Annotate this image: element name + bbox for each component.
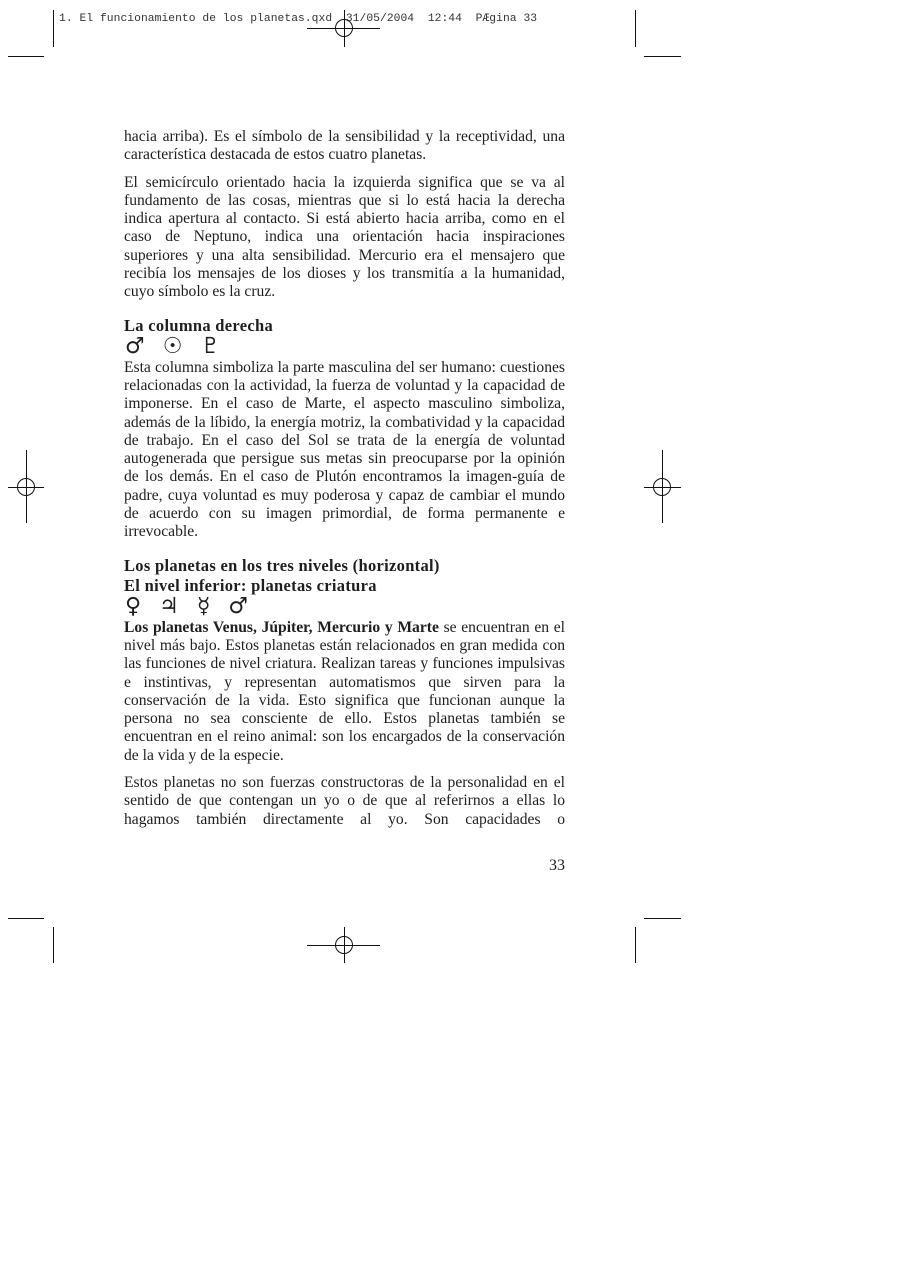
planet-symbols-lower-level [124,593,565,619]
paragraph-right-column: Esta columna simboliza la parte masculina del ser humano: cuestiones relacionadas con la actividad, la fuerza de voluntad y la capacidad de imponerse. En el caso de Marte, el aspecto masculino simboliza, además de la líbido, la energía motriz, la combatividad y la capacidad de trabajo. En el caso del Sol se trata de la energía de voluntad autogenerada que persigue sus metas sin preocuparse por la opinión de los demás. En el caso de Plutón encontramos la imagen-guía de padre, cuya voluntad es muy poderosa y capaz de cambiar el mundo de acuerdo con su imagen primordial, de forma permanente e irrevocable. [124,358,565,541]
registration-mark-top-circle [335,19,353,37]
crop-mark-bottom-right-vertical [635,927,636,963]
page-number: 33 [549,857,565,874]
section-heading-three-levels: Los planetas en los tres niveles (horizontal) [124,555,440,575]
slug-time: 12:44 [427,13,462,25]
subsection-heading-lower-level: El nivel inferior: planetas criatura [124,575,377,595]
registration-mark-left-circle [17,478,35,496]
mars-icon: ♂ [228,593,249,619]
crop-mark-bottom-left-horizontal [8,918,44,919]
paragraph-not-constructive-forces: Estos planetas no son fuerzas constructoras de la personalidad en el sentido de que contengan un yo o de que al referirnos a ellas lo hagamos también directamente al yo. Son capacidades o [124,774,565,828]
crop-mark-top-right-horizontal [644,56,681,57]
venus-icon: ♀ [125,593,142,619]
paragraph-lower-level [124,619,565,765]
paragraph-lower-level-rest: se encuentran en el nivel más bajo. Estos planetas están relacionados en gran medida con las funciones de nivel criatura. Realizan tareas y funciones impulsivas e instintivas, y representan automatismos que sirven para la conservación de la vida. Esto significa que funcionan aunque la persona no sea consciente de ello. Estos planetas también se encuentran en el reino animal: son los encargados de la conservación de la vida y de la especie. [124,618,566,764]
slug-filename: 1. El funcionamiento de los planetas.qxd [59,13,333,25]
pluto-icon: ♇ [200,333,221,359]
paragraph-intro: hacia arriba). Es el símbolo de la sensibilidad y la receptividad, una característica destacada de estos cuatro planetas. [124,128,565,164]
crop-mark-bottom-left-vertical [53,927,54,963]
bold-lead-planets: Los planetas Venus, Júpiter, Mercurio y Marte [124,618,439,636]
registration-mark-right-circle [653,478,671,496]
mercury-icon: ☿ [196,593,211,619]
planet-symbols-right-column [124,333,565,359]
page-body [124,128,565,829]
mars-icon: ♂ [125,333,145,359]
print-slug-line [59,13,537,25]
slug-date: 31/05/2004 [345,13,415,25]
registration-mark-bottom-circle [335,936,353,954]
jupiter-icon: ♃ [159,593,179,619]
slug-page-label: PÆgina 33 [475,13,538,25]
crop-mark-bottom-right-horizontal [644,918,681,919]
crop-mark-top-right-vertical [635,10,636,47]
sun-icon: ☉ [162,333,183,359]
paragraph-semicircle: El semicírculo orientado hacia la izquierda significa que se va al fundamento de las cosas, mientras que si lo está hacia la derecha indica apertura al contacto. Si está abierto hacia arriba, como en el caso de Neptuno, indica una orientación hacia inspiraciones superiores y una alta sensibilidad. Mercurio era el mensajero que recibía los mensajes de los dioses y los transmitía a la humanidad, cuyo símbolo es la cruz. [124,173,565,301]
crop-mark-top-left-vertical [53,10,54,47]
crop-mark-top-left-horizontal [8,56,44,57]
section-heading-right-column: La columna derecha [124,315,274,335]
